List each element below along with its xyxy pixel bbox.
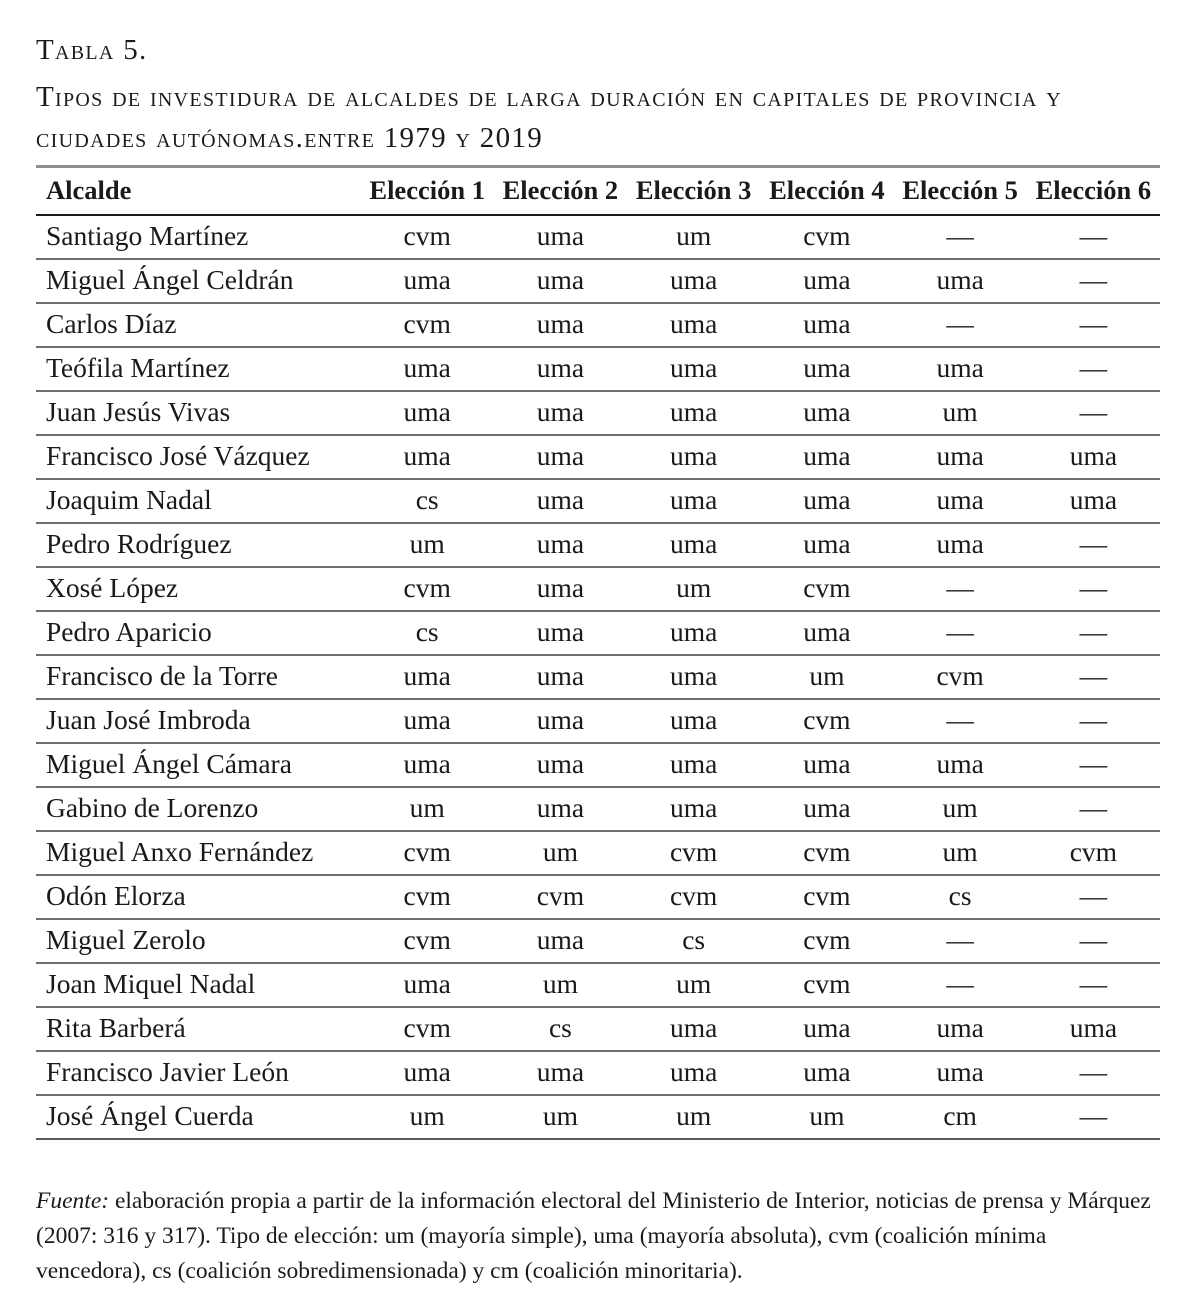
election-type-value: um xyxy=(409,1100,445,1132)
table-row xyxy=(36,479,1160,523)
alcalde-name: Santiago Martínez xyxy=(36,215,361,259)
alcalde-name: Joan Miquel Nadal xyxy=(36,963,361,1007)
investiture-table xyxy=(36,165,1160,1140)
election-type-value: cvm xyxy=(760,919,893,963)
table-row xyxy=(36,743,1160,787)
election-type-value: cm xyxy=(943,1100,977,1132)
election-type-value: cvm xyxy=(494,875,627,919)
election-type-value: um xyxy=(627,963,760,1007)
table-number-label: Tabla 5. xyxy=(36,34,148,66)
election-type-value: uma xyxy=(494,523,627,567)
election-type-value: cs xyxy=(894,875,1027,919)
election-type-value: — xyxy=(1027,875,1160,919)
election-type-value: uma xyxy=(760,523,893,567)
election-type-value: cvm xyxy=(361,303,494,347)
election-type-value: uma xyxy=(627,259,760,303)
election-type-value: uma xyxy=(361,1051,494,1095)
alcalde-name: Juan Jesús Vivas xyxy=(36,391,361,435)
election-type-value: uma xyxy=(361,655,494,699)
alcalde-name: Miguel Ángel Celdrán xyxy=(36,259,361,303)
election-type-value: uma xyxy=(494,259,627,303)
column-header-eleccion-1: Elección 1 xyxy=(361,167,494,216)
table-row xyxy=(36,259,1160,303)
election-type-value: um xyxy=(627,567,760,611)
election-type-value: — xyxy=(1027,347,1160,391)
election-type-value: — xyxy=(1027,215,1160,259)
table-row xyxy=(36,1007,1160,1051)
alcalde-name: Miguel Zerolo xyxy=(36,919,361,963)
election-type-value: uma xyxy=(760,1051,893,1095)
election-type-value: uma xyxy=(760,1007,893,1051)
election-type-value: cvm xyxy=(760,567,893,611)
table-caption: Tipos de investidura de alcaldes de larga duración en capitales de provincia y ciudades autónomas.entre 1979 y 2019 xyxy=(36,81,1062,155)
alcalde-name: Francisco José Vázquez xyxy=(36,435,361,479)
table-row xyxy=(36,699,1160,743)
election-type-value: cvm xyxy=(760,963,893,1007)
election-type-value: uma xyxy=(494,919,627,963)
election-type-value: — xyxy=(1027,303,1160,347)
election-type-value: uma xyxy=(627,743,760,787)
table-body xyxy=(36,215,1160,1139)
election-type-value: um xyxy=(627,215,760,259)
election-type-value: cvm xyxy=(760,699,893,743)
election-type-value: uma xyxy=(361,699,494,743)
election-type-value: uma xyxy=(627,1051,760,1095)
election-type-value: um xyxy=(894,787,1027,831)
election-type-value: um xyxy=(894,391,1027,435)
election-type-value: uma xyxy=(627,787,760,831)
table-row xyxy=(36,831,1160,875)
election-type-value: uma xyxy=(1027,1007,1160,1051)
election-type-value: um xyxy=(542,1100,578,1132)
election-type-value: cvm xyxy=(1027,831,1160,875)
table-header-row xyxy=(36,167,1160,216)
election-type-value: uma xyxy=(361,743,494,787)
election-type-value: cvm xyxy=(760,831,893,875)
election-type-value: cvm xyxy=(760,875,893,919)
election-type-value: cvm xyxy=(361,919,494,963)
election-type-value: uma xyxy=(627,347,760,391)
alcalde-name: Miguel Anxo Fernández xyxy=(36,831,361,875)
election-type-value: — xyxy=(1079,1100,1108,1132)
election-type-value: uma xyxy=(760,347,893,391)
table-row xyxy=(36,391,1160,435)
election-type-value: uma xyxy=(361,963,494,1007)
election-type-value: uma xyxy=(627,655,760,699)
election-type-value: uma xyxy=(494,435,627,479)
alcalde-name: Juan José Imbroda xyxy=(36,699,361,743)
election-type-value: uma xyxy=(760,391,893,435)
election-type-value: cvm xyxy=(627,875,760,919)
election-type-value: um xyxy=(494,963,627,1007)
election-type-value: uma xyxy=(894,1007,1027,1051)
alcalde-name: Rita Barberá xyxy=(36,1007,361,1051)
election-type-value: uma xyxy=(894,347,1027,391)
election-type-value: cvm xyxy=(361,215,494,259)
column-header-eleccion-5: Elección 5 xyxy=(894,167,1027,216)
table-row xyxy=(36,655,1160,699)
alcalde-name: Gabino de Lorenzo xyxy=(36,787,361,831)
alcalde-name: Francisco de la Torre xyxy=(36,655,361,699)
election-type-value: um xyxy=(760,655,893,699)
election-type-value: uma xyxy=(627,303,760,347)
alcalde-name: Pedro Aparicio xyxy=(36,611,361,655)
election-type-value: uma xyxy=(894,435,1027,479)
election-type-value: uma xyxy=(494,303,627,347)
table-row xyxy=(36,1051,1160,1095)
election-type-value: uma xyxy=(894,259,1027,303)
election-type-value: uma xyxy=(494,611,627,655)
election-type-value: uma xyxy=(627,611,760,655)
election-type-value: uma xyxy=(760,303,893,347)
election-type-value: — xyxy=(1027,523,1160,567)
election-type-value: uma xyxy=(627,523,760,567)
election-type-value: — xyxy=(894,611,1027,655)
election-type-value: um xyxy=(676,1100,712,1132)
election-type-value: uma xyxy=(760,259,893,303)
election-type-value: — xyxy=(1027,787,1160,831)
election-type-value: uma xyxy=(494,347,627,391)
election-type-value: cs xyxy=(627,919,760,963)
election-type-value: uma xyxy=(494,699,627,743)
election-type-value: — xyxy=(1027,391,1160,435)
alcalde-name: Carlos Díaz xyxy=(36,303,361,347)
table-head xyxy=(36,167,1160,216)
fuente-label: Fuente: xyxy=(36,1188,110,1215)
election-type-value: cvm xyxy=(894,655,1027,699)
election-type-value: uma xyxy=(494,391,627,435)
election-type-value: uma xyxy=(1027,479,1160,523)
election-type-value: cvm xyxy=(361,567,494,611)
election-type-value: — xyxy=(1027,611,1160,655)
alcalde-name: Teófila Martínez xyxy=(36,347,361,391)
election-type-value: uma xyxy=(494,1051,627,1095)
election-type-value: uma xyxy=(361,259,494,303)
election-type-value: — xyxy=(1027,259,1160,303)
election-type-value: cs xyxy=(361,611,494,655)
election-type-value: — xyxy=(894,215,1027,259)
election-type-value: cs xyxy=(361,479,494,523)
table-row xyxy=(36,347,1160,391)
election-type-value: uma xyxy=(894,1051,1027,1095)
table-row xyxy=(36,435,1160,479)
election-type-value: — xyxy=(894,699,1027,743)
election-type-value: uma xyxy=(894,479,1027,523)
election-type-value: um xyxy=(894,831,1027,875)
table-row xyxy=(36,787,1160,831)
alcalde-name: Pedro Rodríguez xyxy=(36,523,361,567)
election-type-value: um xyxy=(809,1100,845,1132)
election-type-value: cvm xyxy=(760,215,893,259)
election-type-value: — xyxy=(894,919,1027,963)
alcalde-name: Francisco Javier León xyxy=(36,1051,361,1095)
alcalde-name: Xosé López xyxy=(36,567,361,611)
election-type-value: — xyxy=(1027,743,1160,787)
election-type-value: — xyxy=(1027,655,1160,699)
election-type-value: — xyxy=(1027,699,1160,743)
election-type-value: uma xyxy=(627,435,760,479)
election-type-value: uma xyxy=(361,347,494,391)
column-header-alcalde: Alcalde xyxy=(36,167,361,216)
election-type-value: — xyxy=(1027,963,1160,1007)
election-type-value: uma xyxy=(494,743,627,787)
column-header-eleccion-3: Elección 3 xyxy=(627,167,760,216)
election-type-value: cvm xyxy=(627,831,760,875)
election-type-value: — xyxy=(1027,567,1160,611)
election-type-value: uma xyxy=(494,787,627,831)
footnote-text: elaboración propia a partir de la información electoral del Ministerio de Interior, noticias de prensa y Márquez (2007: 316 y 317). Tipo de elección: um (mayoría simple), uma (mayoría absoluta), cvm (coalición mínima vencedora), cs (coalición sobredimensionada) y cm (coalición minoritaria). xyxy=(36,1188,1151,1284)
election-type-value: uma xyxy=(894,743,1027,787)
election-type-value: uma xyxy=(760,611,893,655)
election-type-value: uma xyxy=(760,479,893,523)
election-type-value: uma xyxy=(760,435,893,479)
election-type-value: uma xyxy=(894,523,1027,567)
election-type-value: cs xyxy=(494,1007,627,1051)
alcalde-name: Joaquim Nadal xyxy=(36,479,361,523)
table-row xyxy=(36,303,1160,347)
table-row xyxy=(36,1095,1160,1139)
election-type-value: cvm xyxy=(361,875,494,919)
alcalde-name: José Ángel Cuerda xyxy=(46,1100,254,1132)
alcalde-name: Miguel Ángel Cámara xyxy=(36,743,361,787)
election-type-value: uma xyxy=(627,1007,760,1051)
column-header-eleccion-4: Elección 4 xyxy=(760,167,893,216)
election-type-value: uma xyxy=(627,699,760,743)
table-row xyxy=(36,611,1160,655)
election-type-value: uma xyxy=(627,479,760,523)
election-type-value: — xyxy=(1027,919,1160,963)
election-type-value: uma xyxy=(760,743,893,787)
table-row xyxy=(36,215,1160,259)
election-type-value: — xyxy=(894,303,1027,347)
election-type-value: um xyxy=(494,831,627,875)
election-type-value: uma xyxy=(494,655,627,699)
election-type-value: cvm xyxy=(361,831,494,875)
table-row xyxy=(36,919,1160,963)
table-row xyxy=(36,567,1160,611)
election-type-value: — xyxy=(894,963,1027,1007)
election-type-value: um xyxy=(361,523,494,567)
source-footnote xyxy=(36,1184,1160,1288)
table-row xyxy=(36,875,1160,919)
table-row xyxy=(36,963,1160,1007)
column-header-eleccion-2: Elección 2 xyxy=(494,167,627,216)
election-type-value: cvm xyxy=(361,1007,494,1051)
alcalde-name: Odón Elorza xyxy=(36,875,361,919)
election-type-value: — xyxy=(894,567,1027,611)
election-type-value: um xyxy=(361,787,494,831)
election-type-value: uma xyxy=(494,479,627,523)
election-type-value: — xyxy=(1027,1051,1160,1095)
election-type-value: uma xyxy=(361,391,494,435)
table-row xyxy=(36,523,1160,567)
election-type-value: uma xyxy=(361,435,494,479)
election-type-value: uma xyxy=(627,391,760,435)
column-header-eleccion-6: Elección 6 xyxy=(1027,167,1160,216)
election-type-value: uma xyxy=(1027,435,1160,479)
election-type-value: uma xyxy=(494,215,627,259)
election-type-value: uma xyxy=(760,787,893,831)
election-type-value: uma xyxy=(494,567,627,611)
